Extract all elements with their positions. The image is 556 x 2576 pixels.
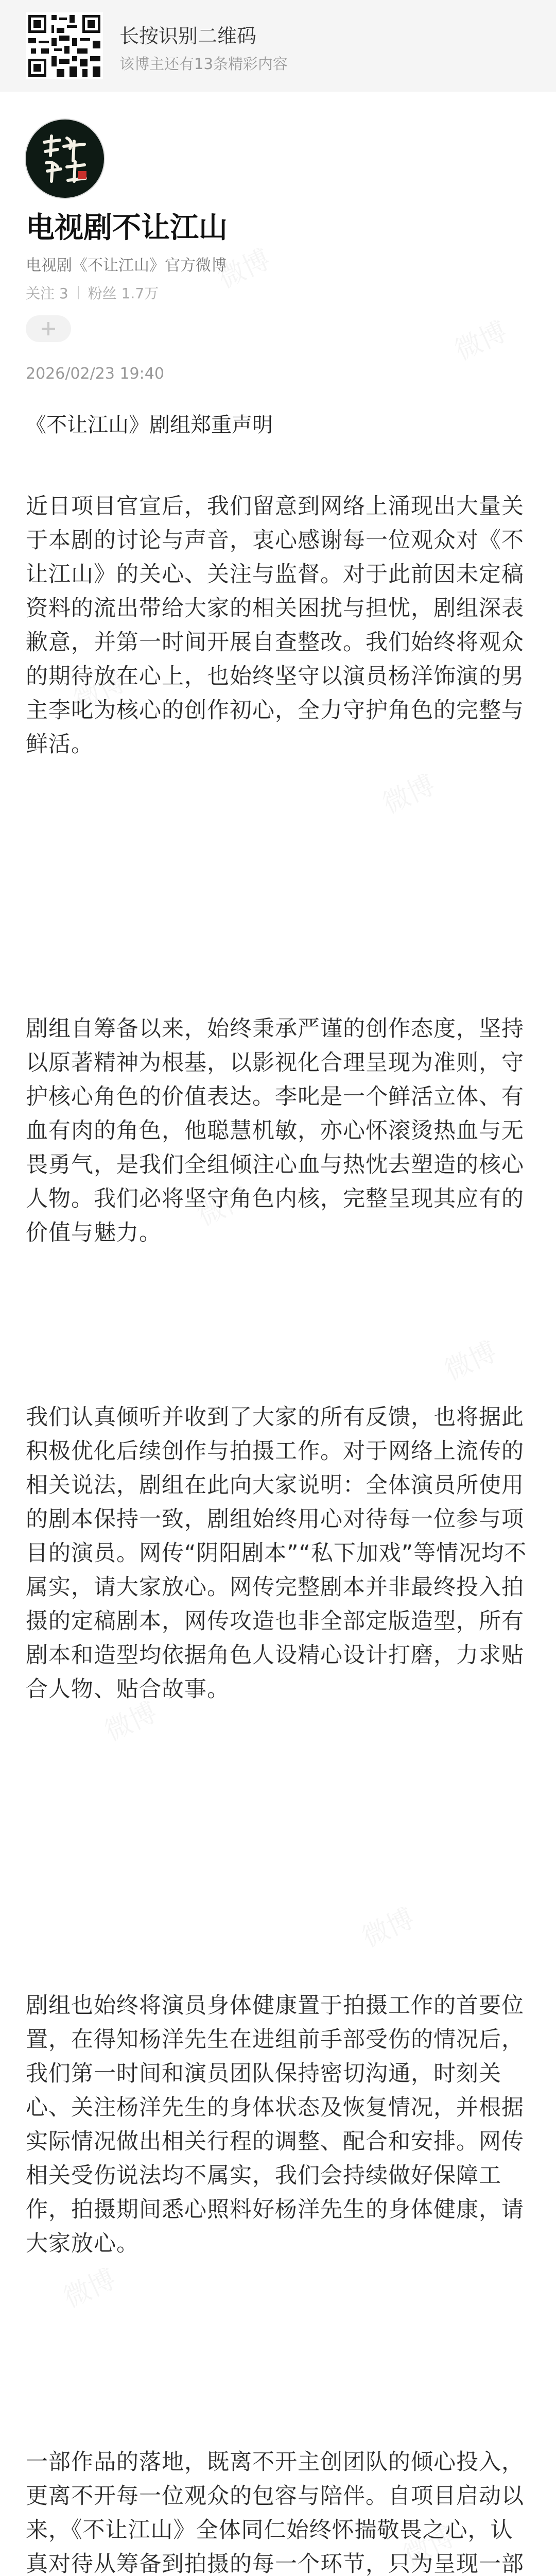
- post-paragraph: 剧组自筹备以来，始终秉承严谨的创作态度，坚持以原著精神为根基，以影视化合理呈现为准则，守护核心角色的价值表达。李叱是一个鲜活立体、有血有肉的角色，他聪慧机敏，亦心怀滚烫热血与无畏勇气，是我们全组倾注心血与热忱去塑造的核心人物。我们必将坚守角色内核，完整呈现其应有的价值与魅力。: [26, 1016, 524, 1246]
- followers-count[interactable]: 粉丝 1.7万: [88, 285, 159, 302]
- banner-subtitle: 该博主还有13条精彩内容: [119, 55, 288, 73]
- stats-divider: [78, 286, 79, 299]
- banner-title: 长按识别二维码: [119, 25, 257, 47]
- post-paragraph: 近日项目官宣后，我们留意到网络上涌现出大量关于本剧的讨论与声音，衷心感谢每一位观众对《不让江山》的关心、关注与监督。对于此前因未定稿资料的流出带给大家的相关困扰与担忧，剧组深表歉意，并第一时间开展自查整改。我们始终将观众的期待放在心上，也始终坚守以演员杨洋饰演的男主李叱为核心的创作初心，全力守护角色的完整与鲜活。: [26, 494, 524, 757]
- watermark: [447, 310, 512, 368]
- post-heading: 《不让江山》剧组郑重声明: [26, 413, 273, 437]
- watermark: [56, 2258, 121, 2315]
- qr-code-icon[interactable]: [26, 12, 103, 79]
- top-qr-banner[interactable]: [0, 0, 556, 92]
- post-date: 2026/02/23 19:40: [26, 365, 164, 383]
- avatar[interactable]: [26, 120, 104, 198]
- watermark: [437, 1330, 502, 1388]
- post-paragraph: 一部作品的落地，既离不开主创团队的倾心投入，更离不开每一位观众的包容与陪伴。自项目启动以来，《不让江山》全体同仁始终怀揣敬畏之心，认真对待从筹备到拍摄的每一个环节，只为呈现一部: [26, 2449, 524, 2576]
- avatar-calligraphy-logo: [37, 131, 93, 187]
- following-count[interactable]: 关注 3: [26, 285, 68, 302]
- watermark: [355, 1897, 420, 1955]
- account-stats: [26, 282, 159, 303]
- post-paragraph: 剧组也始终将演员身体健康置于拍摄工作的首要位置，在得知杨洋先生在进组前手部受伤的情况后，我们第一时间和演员团队保持密切沟通，时刻关心、关注杨洋先生的身体状态及恢复情况，并根据实际情况做出相关行程的调整、配合和安排。网传相关受伤说法均不属实，我们会持续做好保障工作，拍摄期间悉心照料好杨洋先生的身体健康，请大家放心。: [26, 1993, 524, 2257]
- profile-block: [26, 120, 104, 198]
- account-name[interactable]: 电视剧不让江山: [26, 211, 228, 245]
- follow-button[interactable]: [26, 315, 71, 342]
- verification-label: 电视剧《不让江山》官方微博: [26, 257, 227, 275]
- watermark: [375, 764, 440, 821]
- post-paragraph: 我们认真倾听并收到了大家的所有反馈，也将据此积极优化后续创作与拍摄工作。对于网络上流传的相关说法，剧组在此向大家说明：全体演员所使用的剧本保持一致，剧组始终用心对待每一位参与项目的演员。网传“阴阳剧本”“私下加戏”等情况均不属实，请大家放心。网传完整剧本并非最终投入拍摄的定稿剧本，网传攻造也非全部定版造型，所有剧本和造型均依据角色人设精心设计打磨，力求贴合人物、贴合故事。: [26, 1404, 527, 1702]
